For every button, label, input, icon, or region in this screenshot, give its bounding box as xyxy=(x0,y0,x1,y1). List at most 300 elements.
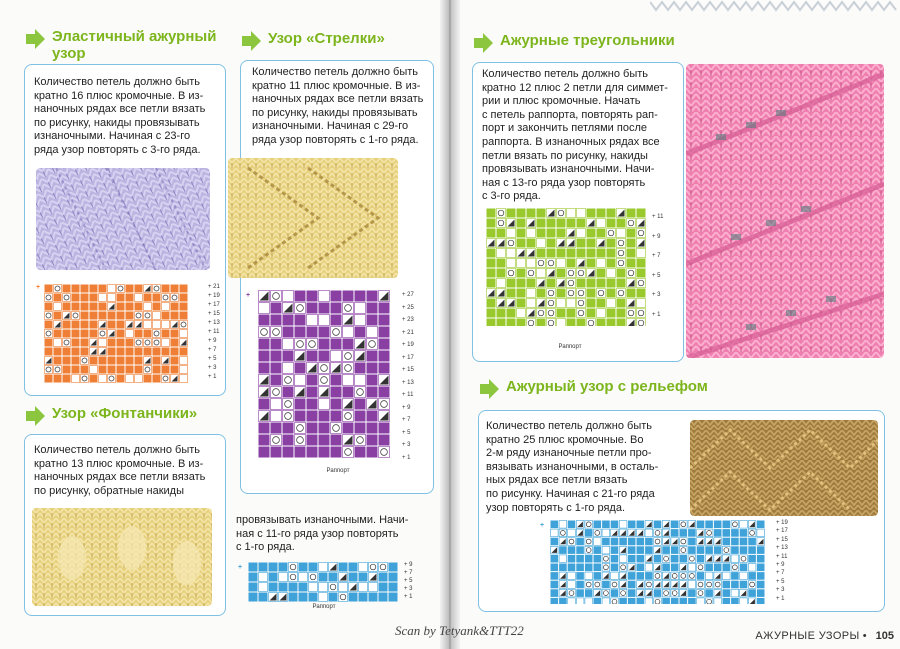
chart-cell xyxy=(585,555,593,563)
chart-cell xyxy=(343,447,354,458)
chart-cell xyxy=(731,521,739,529)
chart-cell xyxy=(547,279,556,288)
chart-cell xyxy=(567,219,576,228)
chart-cell xyxy=(108,375,116,383)
chart-cell xyxy=(547,289,556,298)
book-gutter xyxy=(440,0,460,649)
chart-cell xyxy=(662,529,670,537)
chart-cell xyxy=(688,555,696,563)
chart-cell xyxy=(537,239,546,248)
chart-cell xyxy=(497,209,506,218)
text-line: Количество петель должно быть xyxy=(34,76,201,88)
chart-cell xyxy=(355,375,366,386)
chart-cell xyxy=(144,357,152,365)
chart-cell xyxy=(279,573,288,582)
chart-cell xyxy=(723,598,731,604)
chart-fountains-rapport: Раппорт xyxy=(312,604,336,610)
chart-cell xyxy=(367,399,378,410)
chart-cell xyxy=(705,538,713,546)
chart-cell xyxy=(576,538,584,546)
chart-cell xyxy=(611,521,619,529)
chart-cell xyxy=(319,573,328,582)
chart-cell xyxy=(597,289,606,298)
chart-cell xyxy=(537,229,546,238)
chart-cell xyxy=(307,291,318,302)
chart-cell xyxy=(54,366,62,374)
row-number: + 7 xyxy=(404,570,413,576)
chart-cell xyxy=(153,366,161,374)
chart-cell xyxy=(153,330,161,338)
chart-cell xyxy=(319,351,330,362)
chart-cell xyxy=(557,279,566,288)
chart-cell xyxy=(645,581,653,589)
chart-cell xyxy=(567,249,576,258)
row-number: + 19 xyxy=(208,293,220,299)
chart-cell xyxy=(497,259,506,268)
text-line: ная с 13-го ряда узор повторять xyxy=(482,176,646,189)
section-fountains-text-cont xyxy=(236,514,408,555)
chart-cell xyxy=(654,581,662,589)
chart-cell xyxy=(171,375,179,383)
section-triangles-text xyxy=(482,68,668,204)
chart-cell xyxy=(283,315,294,326)
chart-cell xyxy=(585,538,593,546)
chart-cell xyxy=(551,564,559,572)
chart-cell xyxy=(507,279,516,288)
chart-cell xyxy=(331,339,342,350)
chart-cell xyxy=(295,423,306,434)
chart-cell xyxy=(551,538,559,546)
chart-cell xyxy=(637,589,645,597)
chart-cell xyxy=(662,598,670,604)
chart-cell xyxy=(135,294,143,302)
chart-cell xyxy=(144,375,152,383)
chart-cell xyxy=(627,209,636,218)
chart-cell xyxy=(379,593,388,602)
chart-cell xyxy=(162,330,170,338)
chart-cell xyxy=(319,375,330,386)
chart-cell xyxy=(295,447,306,458)
chart-cell xyxy=(171,321,179,329)
chart-cell xyxy=(153,348,161,356)
chart-cell xyxy=(108,330,116,338)
chart-cell xyxy=(497,229,506,238)
section-triangles-title: Ажурные треугольники xyxy=(500,32,675,49)
chart-cell xyxy=(671,555,679,563)
chart-cell xyxy=(517,229,526,238)
text-line: петли вязать по рисунку, накиды xyxy=(482,149,648,162)
chart-cell xyxy=(645,555,653,563)
chart-cell xyxy=(259,583,268,592)
chart-cell xyxy=(587,219,596,228)
chart-cell xyxy=(557,249,566,258)
chart-cell xyxy=(339,583,348,592)
chart-cell xyxy=(740,538,748,546)
chart-cell xyxy=(617,209,626,218)
chart-cell xyxy=(379,423,390,434)
chart-cell xyxy=(117,294,125,302)
chart-cell xyxy=(680,581,688,589)
text-line: по рисунку. Начиная с 21-го ряда xyxy=(486,487,655,500)
chart-cell xyxy=(279,593,288,602)
chart-cell xyxy=(671,529,679,537)
chart-cell xyxy=(740,589,748,597)
text-line: по рисунку, накиды провязывать xyxy=(34,116,200,129)
chart-cell xyxy=(45,330,53,338)
chart-cell xyxy=(585,572,593,580)
chart-cell xyxy=(355,303,366,314)
section-fountains-heading xyxy=(24,405,197,427)
chart-cell xyxy=(81,285,89,293)
chart-cell xyxy=(617,259,626,268)
chart-cell xyxy=(705,529,713,537)
chart-cell xyxy=(295,435,306,446)
chart-cell xyxy=(628,546,636,554)
chart-cell xyxy=(671,572,679,580)
chart-cell xyxy=(249,563,258,572)
chart-cell xyxy=(144,366,152,374)
chart-cell xyxy=(259,447,270,458)
chart-cell xyxy=(379,303,390,314)
chart-cell xyxy=(547,269,556,278)
chart-cell xyxy=(355,399,366,410)
chart-cell xyxy=(81,366,89,374)
chart-cell xyxy=(319,399,330,410)
chart-cell xyxy=(568,581,576,589)
section-relief-title: Ажурный узор с рельефом xyxy=(506,378,708,395)
chart-cell xyxy=(319,303,330,314)
chart-cell xyxy=(680,589,688,597)
chart-cell xyxy=(63,366,71,374)
chart-cell xyxy=(568,555,576,563)
chart-cell xyxy=(72,357,80,365)
chart-cell xyxy=(283,363,294,374)
chart-cell xyxy=(594,529,602,537)
text-line: раппорта. В изнаночных рядах все xyxy=(482,135,660,148)
row-number: + 7 xyxy=(208,347,217,353)
chart-cell xyxy=(63,312,71,320)
chart-cell xyxy=(628,598,636,604)
chart-cell xyxy=(63,321,71,329)
chart-cell xyxy=(645,521,653,529)
chart-cell xyxy=(557,239,566,248)
chart-cell xyxy=(45,375,53,383)
scan-credit: Scan by Tetyank&TTT22 xyxy=(395,623,524,638)
chart-cell xyxy=(567,309,576,318)
chart-cell xyxy=(299,573,308,582)
chart-cell xyxy=(135,321,143,329)
chart-cell xyxy=(527,279,536,288)
chart-cell xyxy=(379,363,390,374)
chart-cell xyxy=(547,249,556,258)
chart-cell xyxy=(349,593,358,602)
chart-cell xyxy=(135,375,143,383)
section-relief-text xyxy=(486,420,658,515)
chart-cell xyxy=(162,303,170,311)
chart-cell xyxy=(662,555,670,563)
chart-cell xyxy=(259,423,270,434)
chart-cell xyxy=(81,357,89,365)
chart-cell xyxy=(117,285,125,293)
chart-cell xyxy=(547,319,556,327)
chart-cell xyxy=(757,521,765,529)
photo-arrows-knit xyxy=(228,158,398,278)
chart-cell xyxy=(654,589,662,597)
row-number: + 9 xyxy=(402,404,411,411)
chart-cell xyxy=(379,291,390,302)
chart-cell xyxy=(557,219,566,228)
chart-cell xyxy=(714,598,722,604)
page-number: 105 xyxy=(875,630,894,642)
chart-cell xyxy=(54,357,62,365)
row-number: + 5 xyxy=(402,429,411,436)
chart-cell xyxy=(45,285,53,293)
chart-cell xyxy=(527,269,536,278)
chart-cell xyxy=(680,572,688,580)
chart-cell xyxy=(108,321,116,329)
chart-cell xyxy=(307,387,318,398)
chart-cell xyxy=(487,299,496,308)
chart-cell xyxy=(180,357,188,365)
chart-cell xyxy=(72,339,80,347)
plus-icon: + xyxy=(36,284,41,291)
chart-cell xyxy=(517,219,526,228)
chart-cell xyxy=(319,339,330,350)
chart-cell xyxy=(627,269,636,278)
section-elastic-text xyxy=(34,76,205,158)
text-line: наночных рядах все петли вязать xyxy=(34,103,206,116)
chart-cell xyxy=(90,321,98,329)
chart-cell xyxy=(355,315,366,326)
chart-cell xyxy=(527,309,536,318)
chart-cell xyxy=(527,319,536,327)
chart-cell xyxy=(144,285,152,293)
row-number: + 15 xyxy=(402,367,414,373)
chart-cell xyxy=(602,572,610,580)
chart-cell xyxy=(331,327,342,338)
chart-cell xyxy=(117,312,125,320)
chart-cell xyxy=(547,259,556,268)
chart-cell xyxy=(577,309,586,318)
chart-cell xyxy=(289,583,298,592)
row-number: + 3 xyxy=(208,365,217,371)
photo-relief-knit xyxy=(690,420,878,516)
chart-cell xyxy=(723,521,731,529)
chart-cell xyxy=(307,351,318,362)
chart-cell xyxy=(271,291,282,302)
chart-cell xyxy=(289,593,298,602)
chart-cell xyxy=(90,366,98,374)
text-line: по рисунку, накиды провязывать xyxy=(252,106,418,119)
chart-cell xyxy=(331,387,342,398)
chart-cell xyxy=(331,303,342,314)
chart-cell xyxy=(487,219,496,228)
chart-cell xyxy=(269,593,278,602)
chart-cell xyxy=(497,279,506,288)
chart-cell xyxy=(249,583,258,592)
row-number: + 17 xyxy=(776,528,788,535)
row-number: + 1 xyxy=(208,374,217,380)
chart-cell xyxy=(567,319,576,327)
chart-cell xyxy=(379,387,390,398)
chart-cell xyxy=(551,546,559,554)
chart-cell xyxy=(349,573,358,582)
chart-cell xyxy=(559,581,567,589)
chart-cell xyxy=(54,321,62,329)
chart-cell xyxy=(349,563,358,572)
chart-cell xyxy=(557,289,566,298)
chart-cell xyxy=(637,598,645,604)
chart-cell xyxy=(585,564,593,572)
chart-cell xyxy=(740,521,748,529)
chart-cell xyxy=(63,375,71,383)
chart-cell xyxy=(379,339,390,350)
chart-cell xyxy=(63,357,71,365)
chart-cell xyxy=(72,375,80,383)
chart-cell xyxy=(619,546,627,554)
chart-cell xyxy=(671,581,679,589)
chart-cell xyxy=(577,269,586,278)
chart-cell xyxy=(705,546,713,554)
chart-cell xyxy=(619,564,627,572)
chart-cell xyxy=(259,573,268,582)
chart-cell xyxy=(507,249,516,258)
chart-cell xyxy=(688,581,696,589)
chart-cell xyxy=(627,219,636,228)
chart-cell xyxy=(611,555,619,563)
chart-cell xyxy=(369,563,378,572)
chart-cell xyxy=(135,312,143,320)
chart-cell xyxy=(180,375,188,383)
chart-relief-grid xyxy=(550,520,770,604)
chart-cell xyxy=(497,249,506,258)
row-number: + 13 xyxy=(208,320,220,326)
chart-cell xyxy=(688,589,696,597)
chart-cell xyxy=(680,564,688,572)
chart-cell xyxy=(99,366,107,374)
chart-cell xyxy=(557,269,566,278)
chart-cell xyxy=(171,339,179,347)
chart-cell xyxy=(627,229,636,238)
chart-cell xyxy=(757,529,765,537)
row-number: + 7 xyxy=(652,253,661,259)
row-number: + 1 xyxy=(652,311,661,318)
chart-cell xyxy=(487,269,496,278)
chart-cell xyxy=(331,447,342,458)
chart-cell xyxy=(567,279,576,288)
chart-cell xyxy=(740,598,748,604)
green-arrow-icon xyxy=(240,30,262,52)
chart-cell xyxy=(367,303,378,314)
chart-cell xyxy=(45,312,53,320)
chart-cell xyxy=(171,366,179,374)
chart-cell xyxy=(594,521,602,529)
chart-cell xyxy=(389,583,398,592)
chart-cell xyxy=(576,555,584,563)
chart-cell xyxy=(487,259,496,268)
chart-cell xyxy=(355,363,366,374)
chart-cell xyxy=(576,564,584,572)
chart-cell xyxy=(144,294,152,302)
chart-cell xyxy=(180,285,188,293)
chart-cell xyxy=(602,529,610,537)
chart-cell xyxy=(367,411,378,422)
chart-cell xyxy=(597,239,606,248)
chart-cell xyxy=(731,589,739,597)
text-line: с петель раппорта, повторять рап- xyxy=(482,108,658,121)
chart-cell xyxy=(108,312,116,320)
chart-cell xyxy=(271,387,282,398)
chart-cell xyxy=(611,538,619,546)
chart-cell xyxy=(602,598,610,604)
chart-cell xyxy=(497,239,506,248)
chart-cell xyxy=(585,598,593,604)
chart-cell xyxy=(576,598,584,604)
chart-cell xyxy=(135,357,143,365)
chart-cell xyxy=(617,299,626,308)
chart-cell xyxy=(617,279,626,288)
chart-cell xyxy=(645,564,653,572)
chart-cell xyxy=(54,303,62,311)
chart-cell xyxy=(567,289,576,298)
row-number: + 11 xyxy=(776,553,788,560)
chart-cell xyxy=(680,555,688,563)
chart-cell xyxy=(117,366,125,374)
chart-cell xyxy=(153,357,161,365)
chart-cell xyxy=(355,435,366,446)
chart-cell xyxy=(307,339,318,350)
row-number: + 19 xyxy=(402,342,414,348)
chart-cell xyxy=(343,435,354,446)
text-line: кратно 12 плюс 2 петли для симмет- xyxy=(482,81,668,94)
chart-cell xyxy=(162,357,170,365)
chart-cell xyxy=(271,315,282,326)
chart-cell xyxy=(567,209,576,218)
section-fountains-text xyxy=(34,444,205,498)
row-number: + 3 xyxy=(402,442,411,448)
row-number: + 13 xyxy=(776,545,788,552)
row-number: + 25 xyxy=(402,304,414,311)
chart-cell xyxy=(627,299,636,308)
chart-cell xyxy=(714,572,722,580)
chart-cell xyxy=(331,411,342,422)
chart-cell xyxy=(307,435,318,446)
chart-cell xyxy=(619,598,627,604)
chart-cell xyxy=(144,303,152,311)
chart-cell xyxy=(72,285,80,293)
chart-cell xyxy=(607,269,616,278)
chart-cell xyxy=(389,563,398,572)
chart-cell xyxy=(585,529,593,537)
chart-cell xyxy=(507,319,516,327)
chart-cell xyxy=(645,546,653,554)
chart-cell xyxy=(662,581,670,589)
chart-cell xyxy=(63,294,71,302)
chart-cell xyxy=(54,312,62,320)
chart-cell xyxy=(295,339,306,350)
chart-cell xyxy=(607,299,616,308)
text-line: Количество петель должно быть xyxy=(486,420,653,432)
chart-cell xyxy=(45,339,53,347)
chart-cell xyxy=(537,219,546,228)
chart-cell xyxy=(271,399,282,410)
chart-cell xyxy=(283,339,294,350)
chart-cell xyxy=(343,327,354,338)
chart-cell xyxy=(619,589,627,597)
chart-cell xyxy=(54,330,62,338)
chart-cell xyxy=(617,239,626,248)
chart-cell xyxy=(597,279,606,288)
